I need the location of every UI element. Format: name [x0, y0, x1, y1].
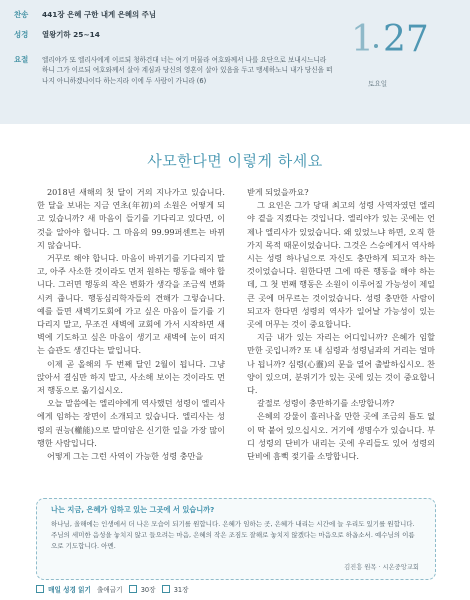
reading-plan [36, 584, 188, 594]
article-title: 사모한다면 이렇게 하세요 [147, 152, 323, 170]
prayer-callout [36, 498, 436, 580]
reading-plan-label: 매일 성경 읽기 [48, 586, 91, 594]
paragraph: 은혜의 강물이 흘러나올 만한 곳에 조금의 틈도 없이 딱 붙어 있으십시오. 거기에 생명수가 있습니다. 부디 성령의 단비가 내리는 곳에 우리들도 있어 성령의 단비에 흠뻑 젖기를 소망합니다. [247, 411, 435, 462]
date-dot-icon [374, 44, 378, 48]
paragraph: 어떻게 그는 그런 사역이 가능한 성령 충만을 [47, 451, 204, 462]
paragraph: 지금 내가 있는 자리는 어디입니까? 은혜가 임할 만한 곳입니까? 또 내 심령과 성령님과의 거리는 얼마나 됩니까? 심령(心靈)의 문을 열어 출발하십시오. 찬양이 있으며, 분위기가 있는 곳에 있는 것이 중요합니다. [247, 332, 435, 396]
reading-check-icon[interactable] [36, 585, 44, 593]
devotional-header [0, 0, 470, 124]
paragraph: 그 요인은 그가 당대 최고의 성령 사역자였던 엘리야 곁을 지켰다는 것입니다. 엘리야가 있는 곳에는 언제나 엘리사가 있었습니다. 왜 있었느냐 하면, 오직 한 가지 목적 때문이었습니다. 그것은 스승에게서 역사하시는 성령 하나님으로 자신도 충만하게 되고자 하는 것이었습니다. 원한다면 그에 따른 행동을 해야 하는데, 그 첫 번째 행동은 소원이 이루어질 가능성이 제일 큰 곳에 머무르는 것이었습니다. 성령 충만한 사람이 되고자 한다면 성령의 역사가 일어날 가능성이 있는 곳에 머무는 것이 중요합니다. [247, 200, 435, 330]
date-day: 27 [383, 19, 429, 60]
summary-text: 엘리야가 또 엘리사에게 이르되 청하건대 너는 여기 머물라 여호와께서 나를 요단으로 보내시느니라 하니 그가 이르되 여호와께서 살아 계심과 당신의 영혼이 살아 있음을 두고 맹세하노니 내가 당신을 떠나지 아니하겠나이다 하는지라 이에 두 사람이 가니라 (6) [42, 56, 333, 85]
chapter-b-checkbox[interactable] [162, 585, 170, 593]
article-column-right [247, 186, 435, 463]
paragraph: 오늘 말씀에는 엘리야에게 역사했던 성령이 엘리사에게 임하는 장면이 소개되고 있습니다. 엘리사는 성령의 권능(權能)으로 말미암은 신기한 일을 가장 많이 행한 사람입니다. [37, 398, 225, 448]
callout-author: 김진흥 원목 · 시온중앙교회 [344, 564, 419, 571]
paragraph: 갈절로 성령이 충만하기를 소망합니까? [257, 398, 395, 409]
reading-book: 출애굽기 [97, 586, 123, 594]
callout-body: 하나님, 올해에는 인생에서 더 나은 모습이 되기를 원합니다. 은혜가 임하는 곳, 은혜가 내리는 시간에 늘 우리도 있기를 원합니다. 주님의 세미한 음성을 놓치지 않고 들으려는 마음, 은혜의 작은 조짐도 잘해로 놓치지 않겠다는 마음으로 하옵소서. 예수님의 이름으로 기도합니다. 아멘. [51, 520, 415, 550]
paragraph: 2018년 새해의 첫 달이 거의 지나가고 있습니다. 한 달을 보내는 지금 연초(年初)의 소원은 어떻게 되고 있습니까? 새 마음이 들기를 기다리고 있다면, 이것을 알아야 합니다. 그 마음의 99.99퍼센트는 바뀌지 않습니다. [37, 187, 225, 250]
hymn-key: 찬송 [14, 10, 29, 19]
chapter-a: 30장 [140, 586, 156, 594]
paragraph: 받게 되었을까요? [247, 187, 309, 197]
callout-question: 나는 지금, 은혜가 임하고 있는 그곳에 서 있습니까? [51, 505, 215, 514]
chapter-a-checkbox[interactable] [129, 585, 137, 593]
article-column-left [37, 186, 225, 463]
chapter-b: 31장 [173, 586, 189, 594]
scripture-value: 열왕기하 25~14 [42, 30, 100, 39]
paragraph: 이제 곧 올해의 두 번째 달인 2월이 됩니다. 그냥 앉아서 결심만 하지 말고, 사소해 보이는 것이라도 먼저 행동으로 옮기십시오. [37, 358, 225, 396]
date-badge [343, 14, 456, 72]
paragraph: 거꾸로 해야 합니다. 마음이 바뀌기를 기다리지 말고, 아주 사소한 것이라도 먼저 원하는 행동을 해야 합니다. 그러면 행동의 작은 변화가 생각을 조금씩 변화시켜 줍니다. 행동심리학자들의 견해가 그렇습니다. 예를 들면 새벽기도회에 가고 싶은 마음이 들기를 기다리지 말고, 무조건 새벽에 교회에 가서 시작하면 새벽에 기도하고 싶은 마음이 생기고 새벽에 눈이 떠지는 습관도 생긴다는 말입니다. [37, 253, 225, 356]
hymn-value: 441장 은혜 구한 내게 은혜의 주님 [42, 10, 156, 19]
weekday: 토요일 [368, 80, 388, 88]
date-month: 1 [351, 19, 374, 60]
scripture-key: 성경 [14, 30, 29, 39]
summary-key: 요절 [14, 55, 29, 64]
